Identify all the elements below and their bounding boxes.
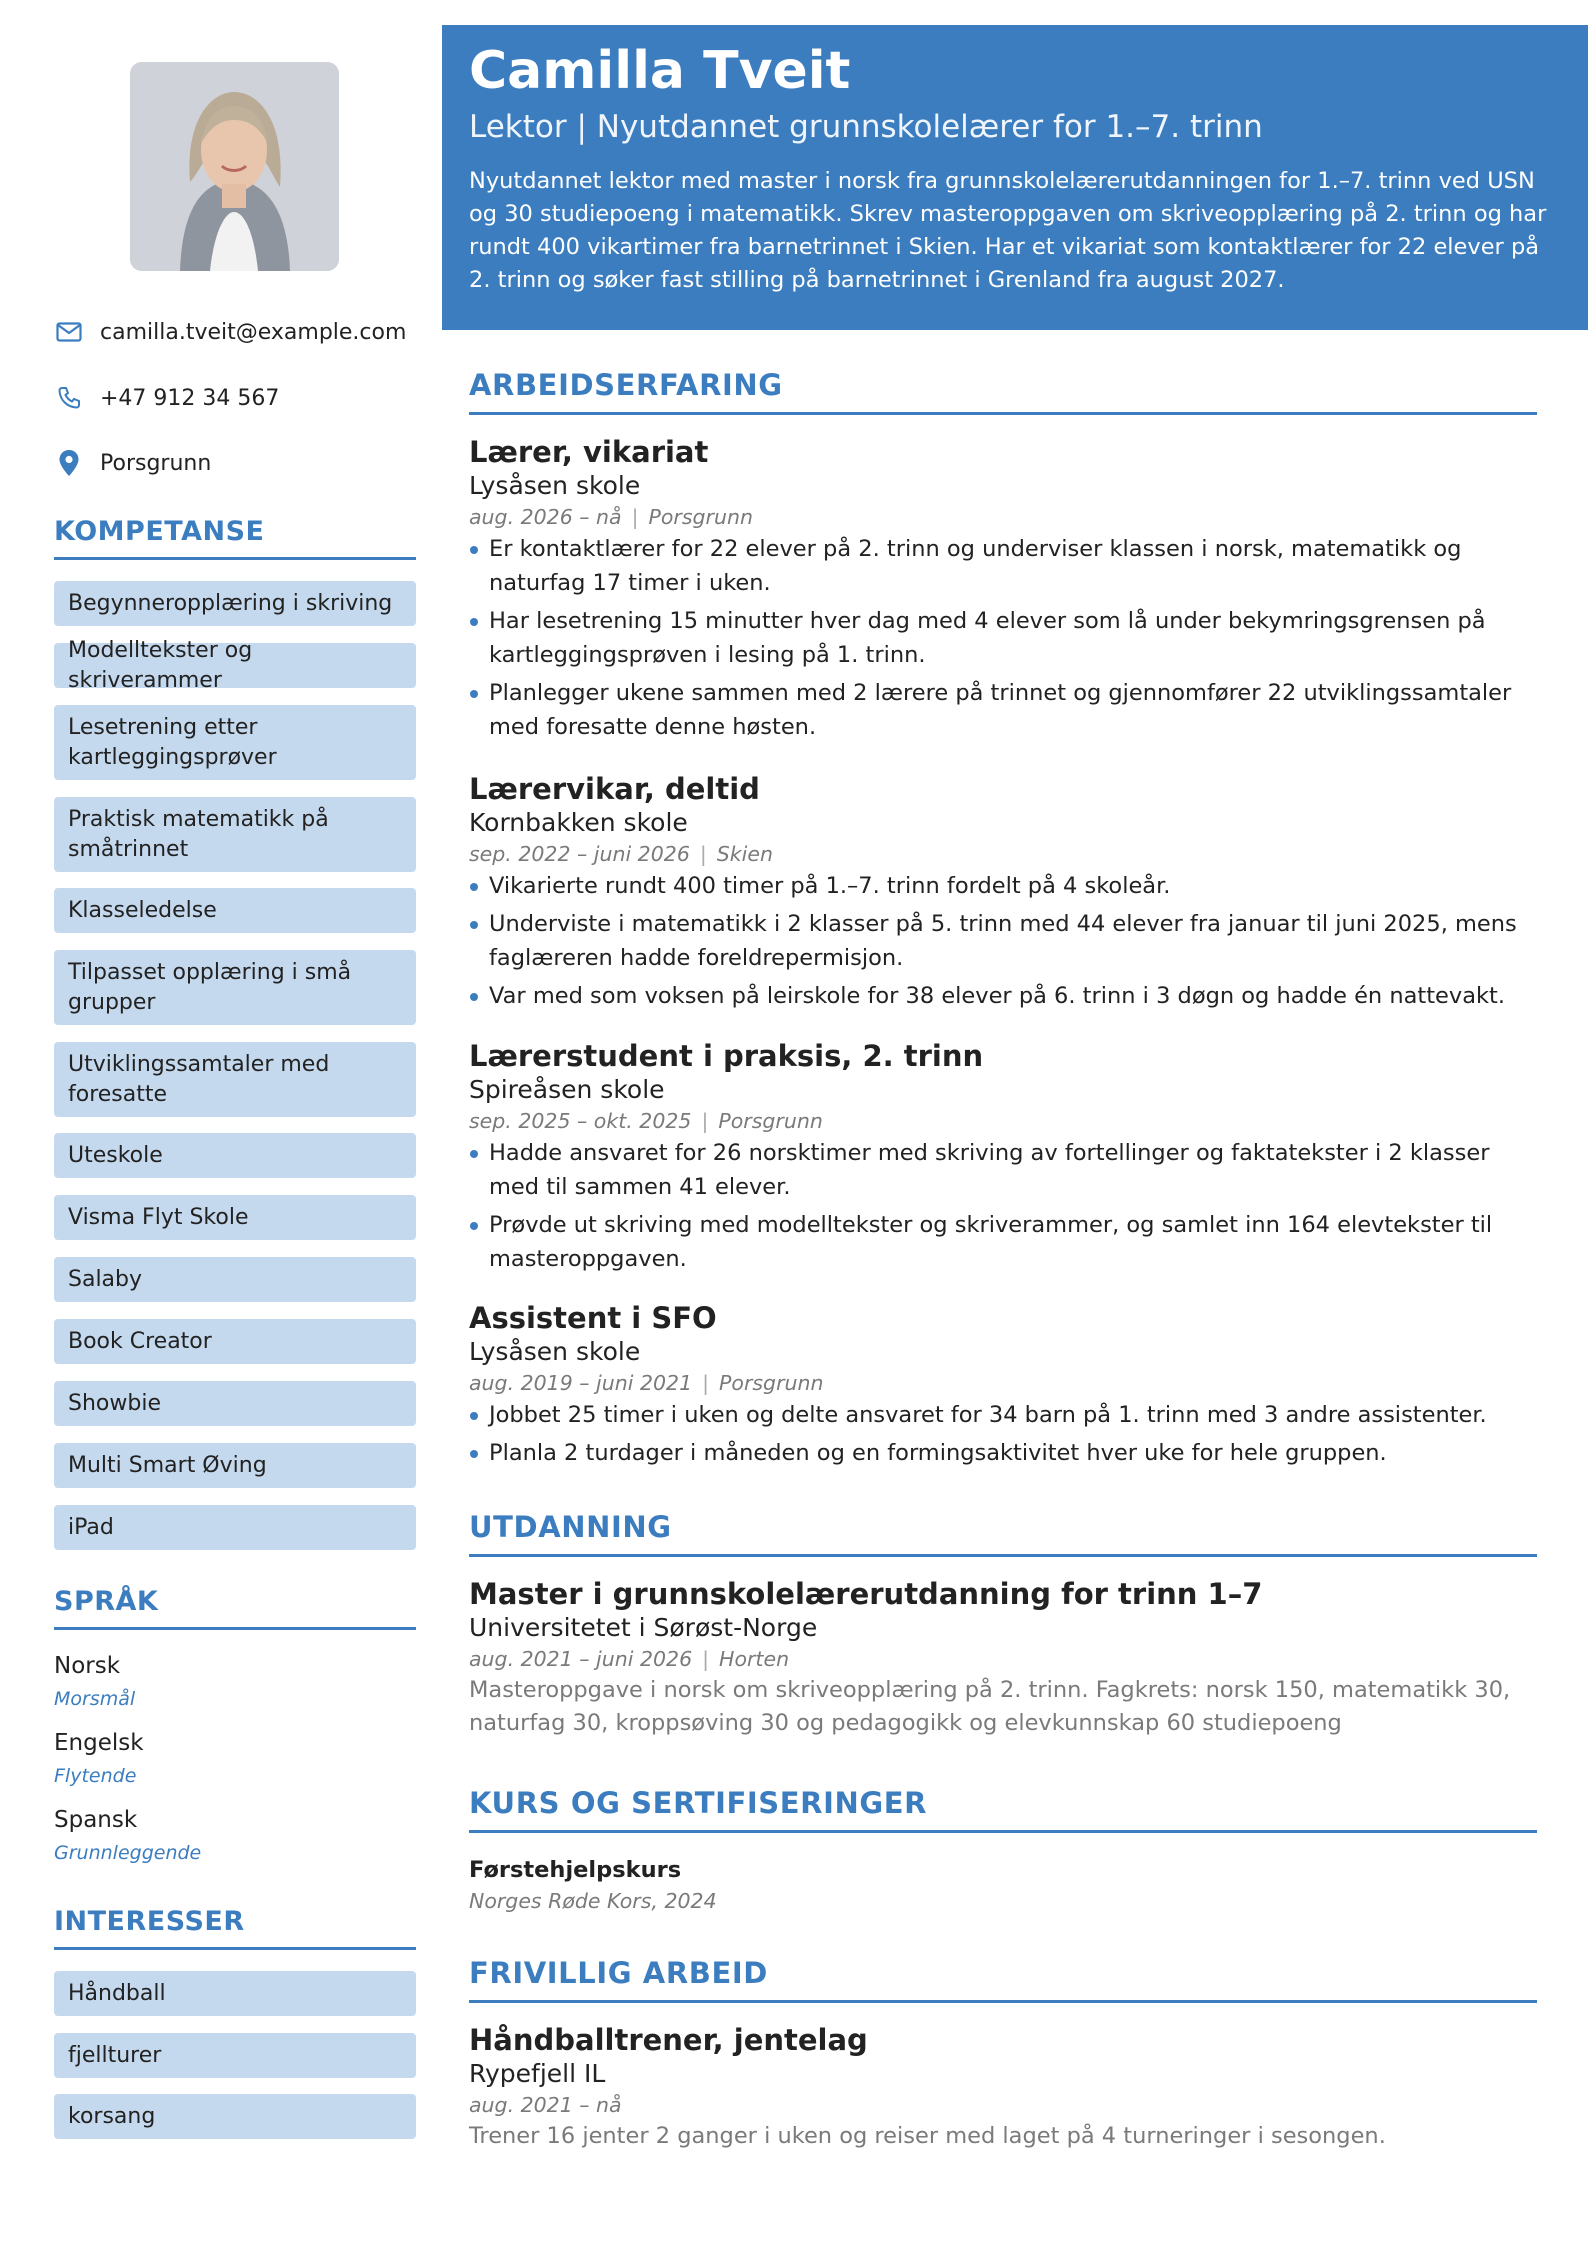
skill-tag: Utviklingssamtaler med foresatte [54,1042,416,1117]
experience-section [469,368,1537,415]
job-period: sep. 2025 – okt. 2025 [469,1109,692,1133]
job-entry [469,434,1537,748]
job-bullet: Jobbet 25 timer i uken og delte ansvaret for 34 barn på 1. trinn med 3 andre assistenter. [469,1398,1537,1432]
job-bullet: Hadde ansvaret for 26 norsktimer med skriving av fortellinger og faktatekster i 2 klasser med til sammen 41 elever. [469,1136,1537,1204]
job-role: Assistent i SFO [469,1301,717,1335]
courses-section [469,1786,1537,1833]
interests-section [54,1906,416,1950]
header-banner [442,25,1588,330]
education-place: Horten [719,1647,790,1671]
contact-phone[interactable] [54,378,416,418]
phone-icon [54,383,84,413]
person-title: Lektor | Nyutdannet grunnskolelærer for 1.–7. trinn [469,109,1263,145]
skill-tag: Multi Smart Øving [54,1443,416,1488]
location-pin-icon [54,448,84,478]
interest-tag: fjellturer [54,2033,416,2078]
education-title: UTDANNING [469,1510,1537,1557]
job-bullet: Prøvde ut skriving med modelltekster og skriverammer, og samlet inn 164 elevtekster til masteroppgaven. [469,1208,1537,1276]
job-period: aug. 2019 – juni 2021 [469,1371,693,1395]
phone-text: +47 912 34 567 [100,385,280,411]
job-org: Spireåsen skole [469,1075,665,1104]
profile-photo [130,62,339,271]
job-entry [469,771,1537,1017]
volunteer-org: Rypefjell IL [469,2059,606,2088]
job-meta: aug. 2019 – juni 2021 | Porsgrunn [469,1371,824,1395]
contact-location [54,443,416,483]
job-place: Porsgrunn [719,1371,824,1395]
job-place: Porsgrunn [718,1109,823,1133]
skill-tag: Modelltekster og skriverammer [54,643,416,688]
skill-tag: Begynneropplæring i skriving [54,581,416,626]
job-org: Lysåsen skole [469,471,641,500]
skill-tag: Tilpasset opplæring i små grupper [54,950,416,1025]
course-issuer: Norges Røde Kors, 2024 [469,1889,717,1913]
skill-tag: Book Creator [54,1319,416,1364]
job-period: aug. 2026 – nå [469,505,622,529]
job-bullets [469,532,1537,744]
job-bullet: Planlegger ukene sammen med 2 lærere på trinnet og gjennomfører 22 utviklingssamtaler med foresatte denne høsten. [469,676,1537,744]
language-level: Morsmål [54,1688,136,1710]
job-role: Lærer, vikariat [469,435,709,469]
mail-icon [54,317,84,347]
language-level: Grunnleggende [54,1842,202,1864]
volunteer-entry [469,2022,1537,2153]
skill-tag: Uteskole [54,1133,416,1178]
job-bullet: Planla 2 turdager i måneden og en formingsaktivitet hver uke for hele gruppen. [469,1436,1537,1470]
job-meta: sep. 2025 – okt. 2025 | Porsgrunn [469,1109,823,1133]
job-bullets [469,1398,1537,1470]
skills-section [54,516,416,560]
skill-tag: Klasseledelse [54,888,416,933]
job-entry [469,1300,1537,1474]
job-period: sep. 2022 – juni 2026 [469,842,690,866]
job-bullet: Vikarierte rundt 400 timer på 1.–7. trinn fordelt på 4 skoleår. [469,869,1537,903]
language-name: Engelsk [54,1730,144,1756]
job-place: Porsgrunn [648,505,753,529]
job-place: Skien [716,842,773,866]
courses-title: KURS OG SERTIFISERINGER [469,1786,1537,1833]
skill-tag: iPad [54,1505,416,1550]
language-name: Spansk [54,1807,138,1833]
skill-tag: Lesetrening etter kartleggingsprøver [54,705,416,780]
person-name: Camilla Tveit [469,41,851,101]
job-meta: sep. 2022 – juni 2026 | Skien [469,842,773,866]
job-bullets [469,1136,1537,1276]
interest-tag: korsang [54,2094,416,2139]
job-bullet: Var med som voksen på leirskole for 38 elever på 6. trinn i 3 døgn og hadde én nattevakt. [469,979,1537,1013]
job-bullets [469,869,1537,1013]
interest-tag: Håndball [54,1971,416,2016]
volunteer-section [469,1956,1537,2003]
email-text: camilla.tveit@example.com [100,319,407,345]
course-name: Førstehjelpskurs [469,1857,682,1883]
course-entry [469,1854,1537,1916]
contact-email[interactable] [54,312,416,352]
experience-title: ARBEIDSERFARING [469,368,1537,415]
job-org: Kornbakken skole [469,808,688,837]
volunteer-description: Trener 16 jenter 2 ganger i uken og reiser med laget på 4 turneringer i sesongen. [469,2123,1386,2149]
education-description: Masteroppgave i norsk om skriveopplæring på 2. trinn. Fagkrets: norsk 150, matematikk 30, naturfag 30, kroppsøving 30 og pedagogikk og elevkunnskap 60 studiepoeng [469,1677,1511,1736]
skill-tag: Showbie [54,1381,416,1426]
job-role: Lærervikar, deltid [469,772,760,806]
education-entry [469,1576,1537,1740]
education-degree: Master i grunnskolelærerutdanning for trinn 1–7 [469,1577,1263,1611]
job-bullet: Underviste i matematikk i 2 klasser på 5. trinn med 44 elever fra januar til juni 2025, mens faglæreren hadde foreldrepermisjon. [469,907,1537,975]
volunteer-role: Håndballtrener, jentelag [469,2023,868,2057]
language-level: Flytende [54,1765,137,1787]
job-bullet: Har lesetrening 15 minutter hver dag med 4 elever som lå under bekymringsgrensen på kartleggingsprøven i lesing på 1. trinn. [469,604,1537,672]
education-school: Universitetet i Sørøst-Norge [469,1613,818,1642]
skill-tag: Praktisk matematikk på småtrinnet [54,797,416,872]
skills-title: KOMPETANSE [54,516,416,560]
job-bullet: Er kontaktlærer for 22 elever på 2. trinn og underviser klassen i norsk, matematikk og naturfag 17 timer i uken. [469,532,1537,600]
profile-summary: Nyutdannet lektor med master i norsk fra grunnskolelærerutdanningen for 1.–7. trinn ved USN og 30 studiepoeng i matematikk. Skrev masteroppgaven om skriveopplæring på 2. trinn og har rundt 400 vikartimer fra barnetrinnet i Skien. Har et vikariat som kontaktlærer for 22 elever på 2. trinn og søker fast stilling på barnetrinnet i Grenland fra august 2027. [469,168,1547,293]
skill-tag: Visma Flyt Skole [54,1195,416,1240]
job-meta: aug. 2026 – nå | Porsgrunn [469,505,753,529]
interests-title: INTERESSER [54,1906,416,1950]
skill-tag: Salaby [54,1257,416,1302]
location-text: Porsgrunn [100,450,212,476]
volunteer-title: FRIVILLIG ARBEID [469,1956,1537,2003]
language-name: Norsk [54,1653,121,1679]
job-role: Lærerstudent i praksis, 2. trinn [469,1039,984,1073]
education-meta: aug. 2021 – juni 2026 | Horten [469,1647,790,1671]
languages-title: SPRÅK [54,1586,416,1630]
job-org: Lysåsen skole [469,1337,641,1366]
education-period: aug. 2021 – juni 2026 [469,1647,693,1671]
languages-section [54,1586,416,1630]
job-entry [469,1038,1537,1280]
volunteer-period: aug. 2021 – nå [469,2093,622,2117]
education-section [469,1510,1537,1557]
